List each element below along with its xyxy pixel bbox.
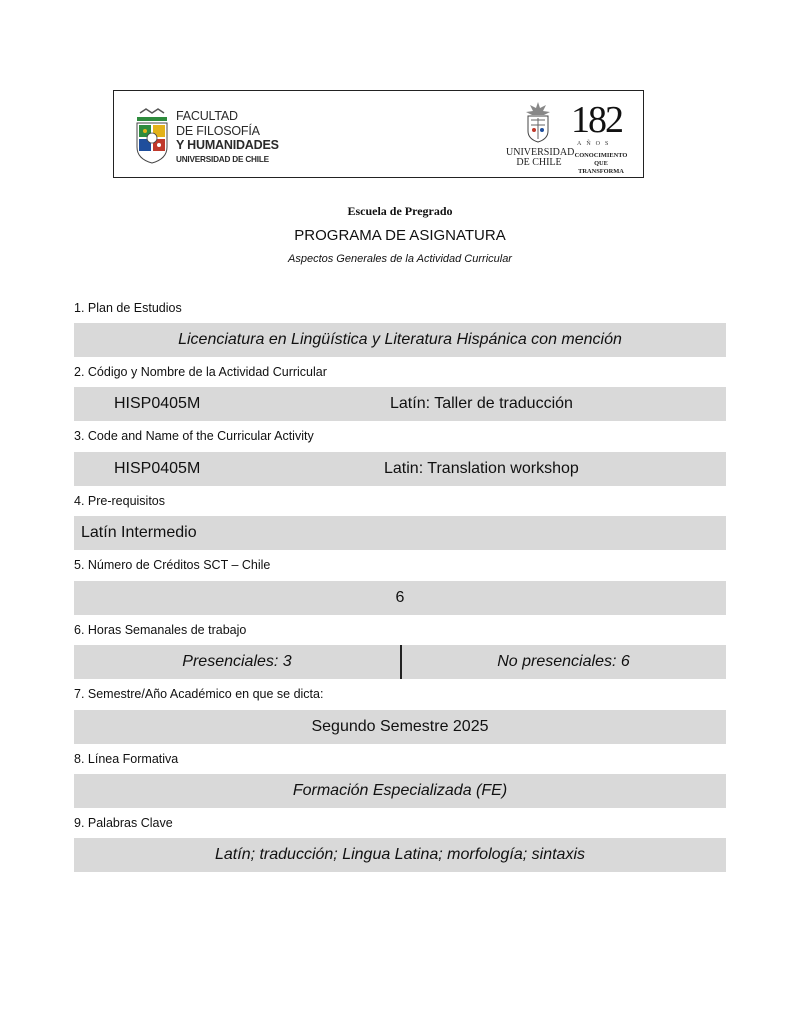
credits-value: 6 — [395, 589, 405, 606]
formative-line-value: Formación Especializada (FE) — [292, 782, 508, 799]
university-line-2: DE CHILE — [516, 157, 562, 168]
remote-hours: No presenciales: 6 — [497, 653, 630, 670]
header-logos — [113, 90, 644, 178]
document-subtitle: Aspectos Generales de la Actividad Curricular — [288, 253, 512, 265]
study-plan-value: Licenciatura en Lingüística y Literatura Hispánica con mención — [178, 331, 622, 348]
section-3-label: 3. Code and Name of the Curricular Activity — [74, 429, 314, 443]
faculty-shield-icon — [134, 107, 170, 165]
document-title: PROGRAMA DE ASIGNATURA — [294, 227, 506, 244]
section-3-value-box — [74, 452, 726, 486]
faculty-line-2: DE FILOSOFÍA — [176, 123, 260, 138]
section-7-value-box — [74, 710, 726, 744]
faculty-line-3: Y HUMANIDADES — [176, 138, 279, 152]
section-1-label: 1. Plan de Estudios — [74, 301, 182, 315]
course-code: HISP0405M — [114, 395, 201, 412]
prerequisites-value: Latín Intermedio — [81, 524, 197, 541]
anniversary-tagline — [572, 152, 630, 176]
university-line-1: UNIVERSIDAD — [506, 147, 575, 158]
university-name — [506, 147, 575, 168]
anniversary-years: AÑOS — [577, 141, 614, 147]
tagline-line-1: CONOCIMIENTO — [574, 152, 628, 159]
section-6-label: 6. Horas Semanales de trabajo — [74, 623, 247, 637]
keywords-value: Latín; traducción; Lingua Latina; morfología; sintaxis — [215, 846, 585, 863]
section-7-label: 7. Semestre/Año Académico en que se dicta: — [74, 687, 324, 701]
faculty-line-4: UNIVERSIDAD DE CHILE — [176, 154, 269, 164]
faculty-name — [176, 109, 279, 166]
course-name-es: Latín: Taller de traducción — [390, 395, 573, 412]
section-8-value-box — [74, 774, 726, 808]
section-1-value-box — [74, 323, 726, 357]
section-9-value-box — [74, 838, 726, 872]
tagline-line-2: QUE TRANSFORMA — [578, 160, 624, 175]
section-5-value-box — [74, 581, 726, 615]
section-6-value-box — [74, 645, 726, 679]
section-9-label: 9. Palabras Clave — [74, 816, 173, 830]
course-code-en: HISP0405M — [114, 460, 201, 477]
course-name-en: Latin: Translation workshop — [384, 460, 579, 477]
anniversary-number: 182 — [571, 99, 622, 141]
faculty-line-1: FACULTAD — [176, 109, 238, 123]
university-seal-icon — [522, 101, 554, 143]
section-8-label: 8. Línea Formativa — [74, 752, 179, 766]
school-name: Escuela de Pregrado — [347, 204, 453, 218]
section-2-value-box — [74, 387, 726, 421]
section-4-label: 4. Pre-requisitos — [74, 494, 166, 508]
section-2-label: 2. Código y Nombre de la Actividad Curricular — [74, 365, 327, 379]
semester-value: Segundo Semestre 2025 — [311, 718, 489, 735]
section-5-label: 5. Número de Créditos SCT – Chile — [74, 558, 271, 572]
section-4-value-box — [74, 516, 726, 550]
in-person-hours: Presenciales: 3 — [182, 653, 292, 670]
